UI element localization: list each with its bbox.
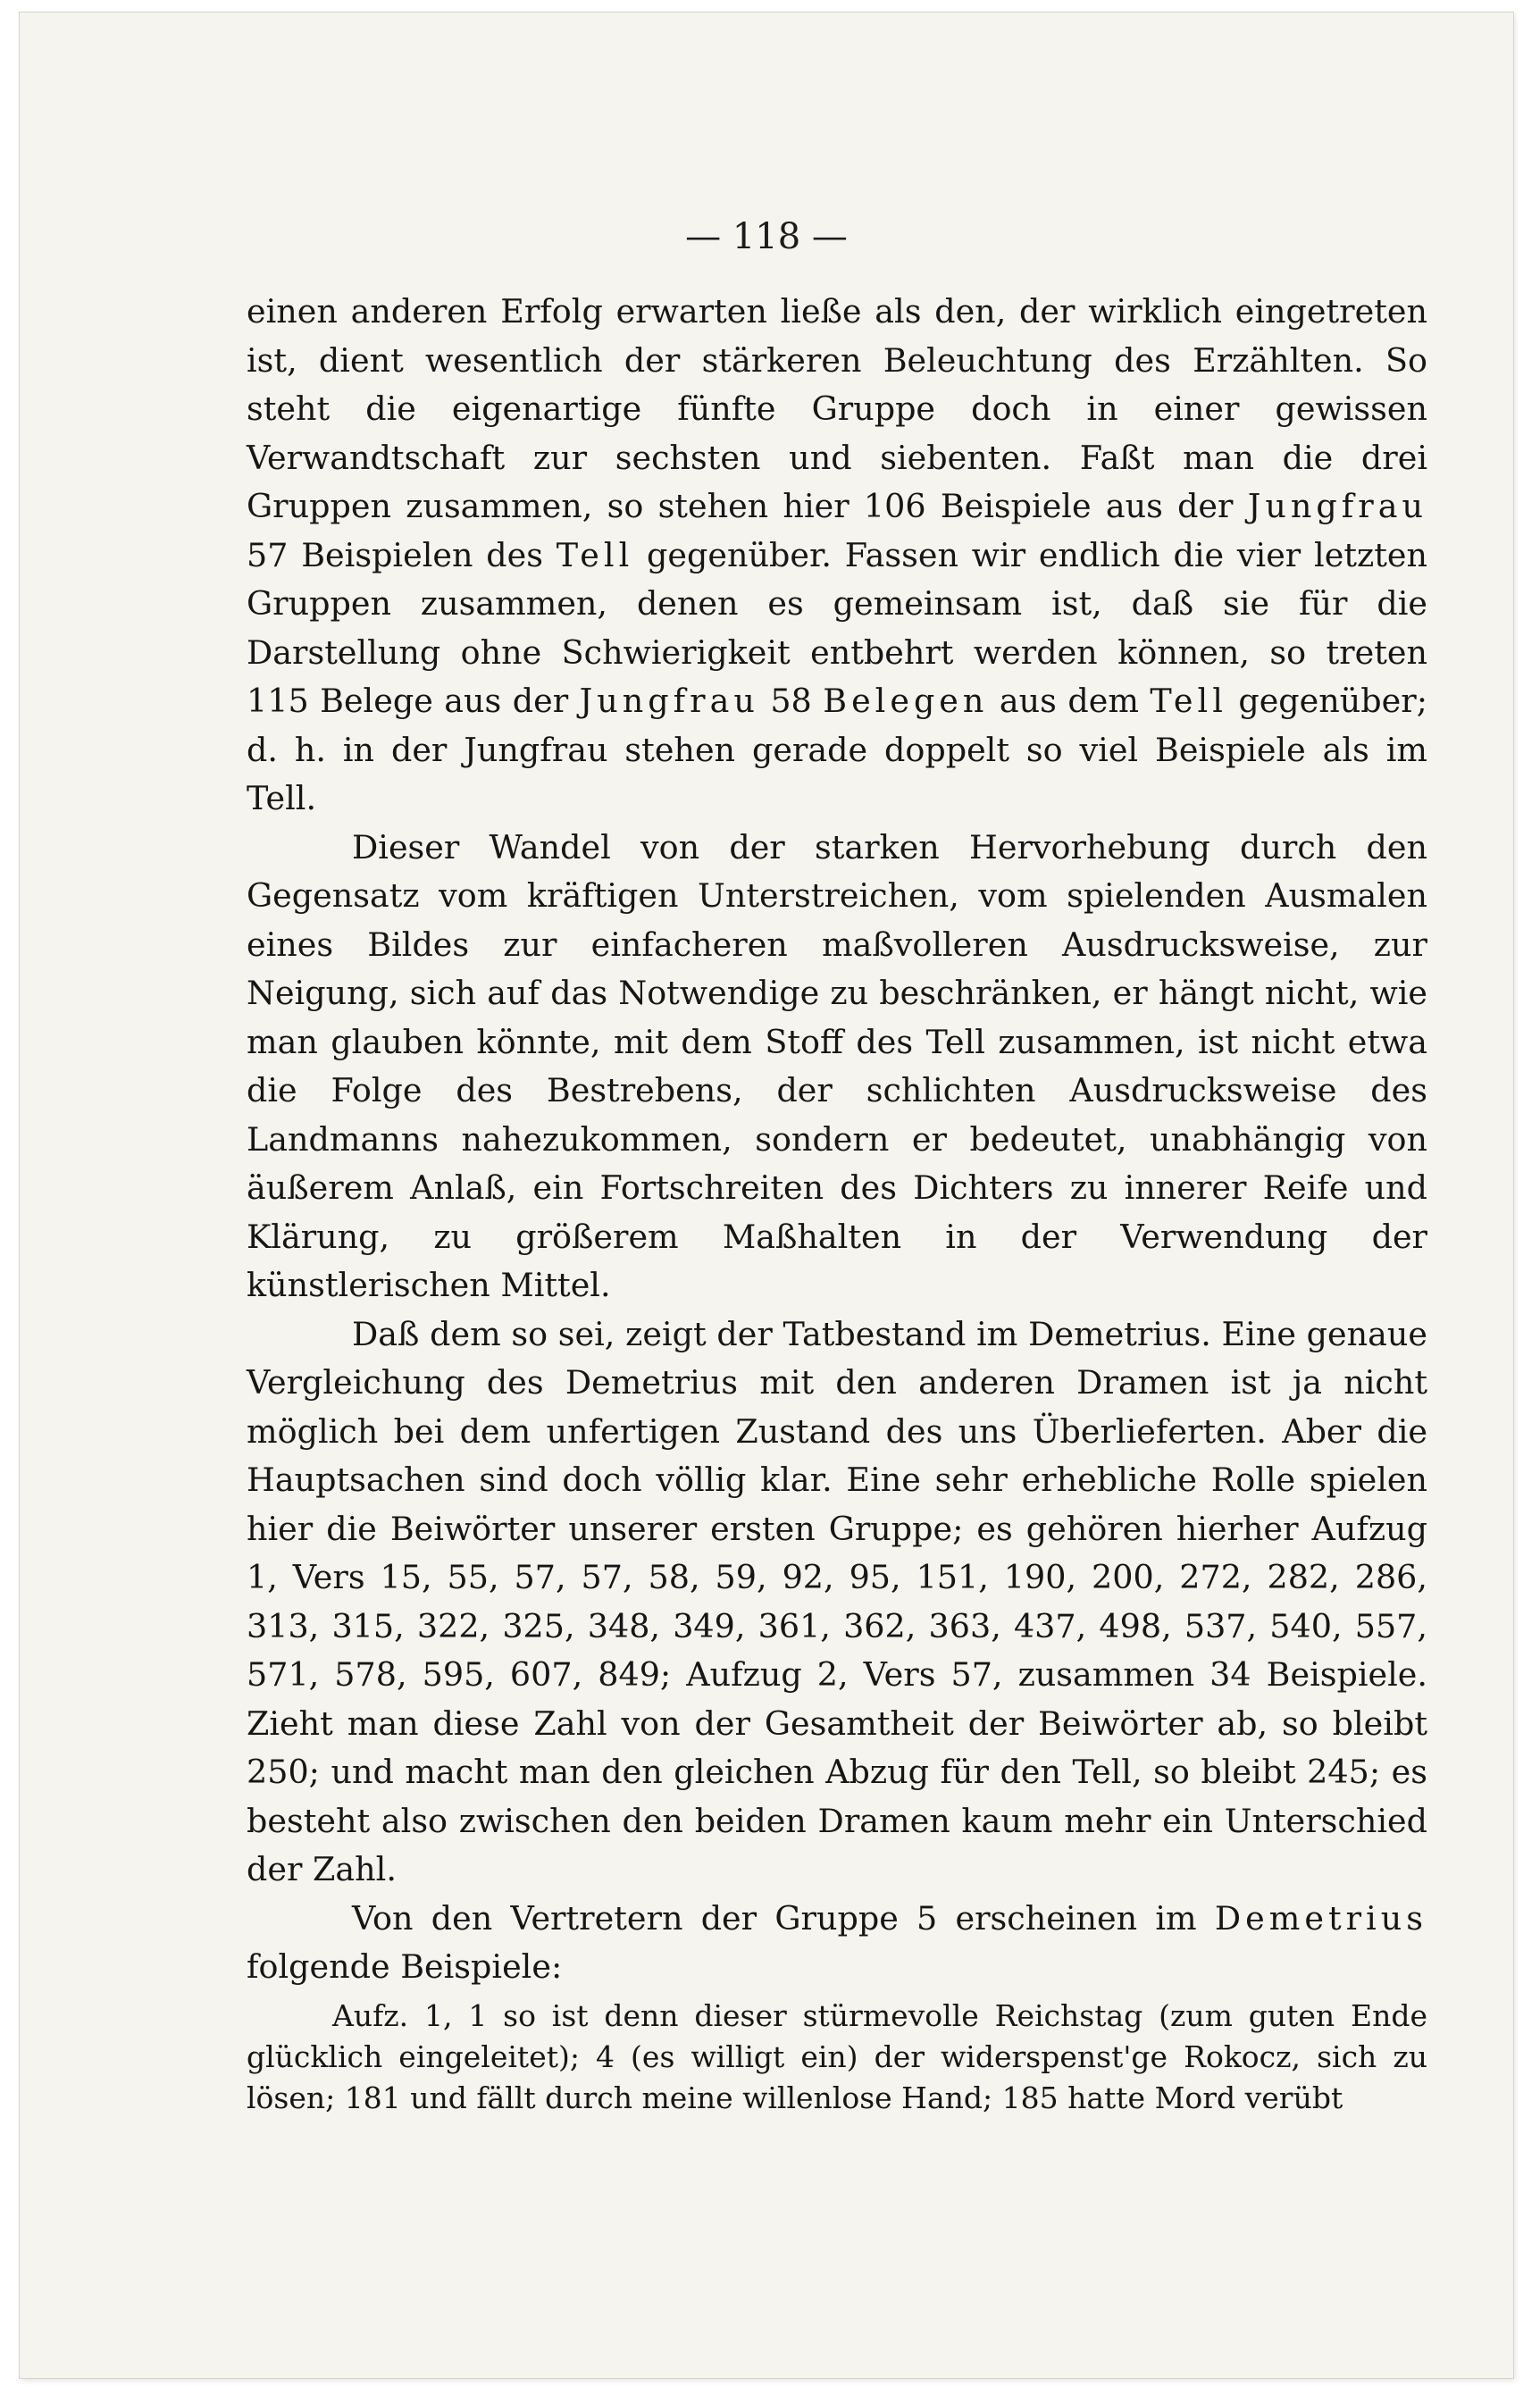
text-run: einen anderen Erfolg erwarten ließe als den, der wirklich eingetreten ist, dient wesentlich der stärkeren Beleuchtung des Erzählten. So steht die eigenartige fünfte Gruppe doch in einer gewissen Verwandtschaft zur sechsten und siebenten. Faßt man die drei Gruppen zusammen, so stehen hier 106 Beispiele aus der [247, 292, 1427, 525]
text-run: folgende Beispiele: [247, 1947, 563, 1986]
paragraph-3: Daß dem so sei, zeigt der Tatbestand im Demetrius. Eine genaue Vergleichung des Demetrius mit den anderen Dramen ist ja nicht möglich bei dem unfertigen Zustand des uns Überlieferten. Aber die Hauptsachen sind doch völlig klar. Eine sehr erhebliche Rolle spielen hier die Beiwörter unserer ersten Gruppe; es gehören hierher Aufzug 1, Vers 15, 55, 57, 57, 58, 59, 92, 95, 151, 190, 200, 272, 282, 286, 313, 315, 322, 325, 348, 349, 361, 362, 363, 437, 498, 537, 540, 557, 571, 578, 595, 607, 849; Aufzug 2, Vers 57, zusammen 34 Beispiele. Zieht man diese Zahl von der Gesamtheit der Beiwörter ab, so bleibt 250; und macht man den gleichen Abzug für den Tell, so bleibt 245; es besteht also zwischen den beiden Dramen kaum mehr ein Unterschied der Zahl. [247, 1314, 1427, 1888]
text-run: aus dem [988, 682, 1151, 720]
page-number: — 118 — [685, 216, 848, 257]
emphasized-word: Belegen [823, 682, 989, 720]
paragraph-1 [247, 288, 1427, 824]
emphasized-title: Demetrius [1214, 1898, 1427, 1938]
text-run: gegenüber; d. h. in der Jungfrau stehen gerade doppelt so viel Beispiele als im Tell. [247, 682, 1427, 817]
paragraph-2: Dieser Wandel von der starken Hervorhebung durch den Gegensatz vom kräftigen Unterstreichen, vom spielenden Ausmalen eines Bildes zur einfacheren maßvolleren Ausdrucksweise, zur Neigung, sich auf das Notwendige zu beschränken, er hängt nicht, wie man glauben könnte, mit dem Stoff des Tell zusammen, ist nicht etwa die Folge des Bestrebens, der schlichten Ausdrucksweise des Landmanns nahezukommen, sondern er bedeutet, unabhängig von äußerem Anlaß, ein Fortschreiten des Dichters zu innerer Reife und Klärung, zu größerem Maßhalten in der Verwendung der künstlerischen Mittel. [247, 827, 1427, 1304]
quotation-block: Aufz. 1, 1 so ist denn dieser stürmevolle Reichstag (zum guten Ende glücklich eingeleitet); 4 (es willigt ein) der widerspenst'ge Rokocz, sich zu lösen; 181 und fällt durch meine willenlose Hand; 185 hatte Mord verübt [247, 1997, 1427, 2115]
paragraph-4 [247, 1895, 1427, 1992]
emphasized-title: Tell [1150, 682, 1227, 720]
emphasized-title: Tell [556, 535, 634, 574]
emphasized-title: Jungfrau [579, 682, 759, 720]
emphasized-title: Jungfrau [1247, 487, 1427, 525]
text-run: Von den Vertretern der Gruppe 5 erscheinen im [352, 1898, 1215, 1938]
body-text [247, 288, 1427, 2119]
text-run: 57 Beispielen des [247, 535, 557, 574]
book-page [20, 13, 1513, 2378]
text-run: 58 [758, 682, 824, 720]
text-run: gegenüber. Fassen wir endlich die vier letzten Gruppen zusammen, denen es gemeinsam ist, daß sie für die Darstellung ohne Schwierigkeit entbehrt werden können, so treten 115 Belege aus der [247, 535, 1427, 720]
